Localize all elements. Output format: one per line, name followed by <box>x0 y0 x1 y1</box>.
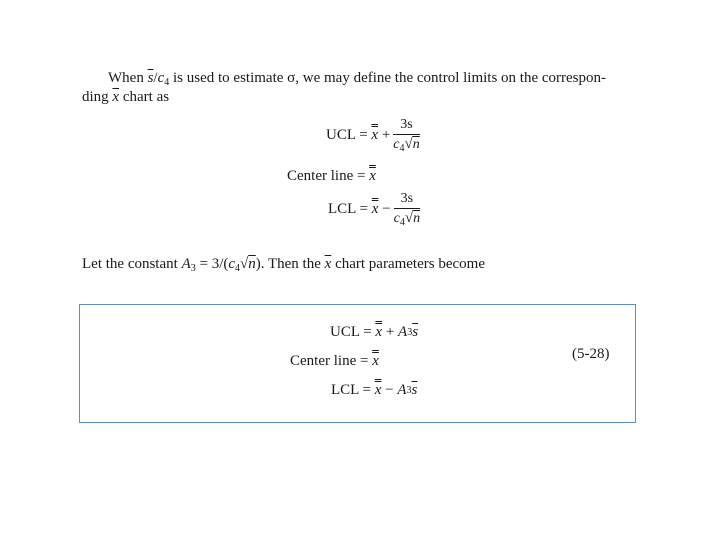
center-line-label: Center line = <box>287 168 366 184</box>
denominator: $c_4√n$ <box>393 136 420 154</box>
s-bar-symbol: $\overline{s}$ <box>411 382 418 398</box>
intro-text: is used to estimate σ, we may define the control limits on the correspon- <box>173 70 606 86</box>
fraction <box>394 191 420 228</box>
text: chart parameters become <box>335 256 485 272</box>
text: ). Then the <box>255 256 321 272</box>
plus-sign: + <box>381 127 391 143</box>
s-bar-symbol: $\overline{s}$ <box>147 70 154 86</box>
c-symbol: c <box>157 70 165 86</box>
x-double-bar: x <box>371 127 379 143</box>
A-subscript: 3 <box>407 327 413 338</box>
intro-text: ding <box>82 89 109 105</box>
denominator: $c_4√n$ <box>393 210 421 228</box>
sqrt-symbol: √ <box>240 256 249 272</box>
lcl-label: LCL = <box>331 382 371 398</box>
n-symbol: n <box>248 256 256 272</box>
c-subscript: 4 <box>164 77 170 88</box>
x-double-bar: x <box>375 324 383 340</box>
boxed-center-line-equation <box>290 353 379 370</box>
x-bar-symbol: $\overline{x}$ <box>112 89 120 105</box>
intro-line-1: When $\overline{s}/c_4$ is used to estimate σ, we may define the control limits on the correspon- <box>108 70 606 88</box>
ucl-label: UCL = <box>326 127 368 143</box>
x-double-bar: x <box>371 201 379 217</box>
A-symbol: A <box>397 382 407 398</box>
x-bar-symbol: $\overline{x}$ <box>324 256 332 272</box>
A-subscript: 3 <box>406 385 412 396</box>
equals-text: = 3/( <box>199 256 229 272</box>
s-bar-symbol: $\overline{s}$ <box>412 324 419 340</box>
c-subscript: 4 <box>235 263 241 274</box>
intro-text: chart as <box>122 89 170 105</box>
plus-sign: + <box>385 324 395 340</box>
intro-line-2 <box>82 89 169 106</box>
ucl-equation <box>326 117 420 154</box>
fraction <box>393 117 419 154</box>
lcl-equation <box>328 191 420 228</box>
A-symbol: A <box>181 256 191 272</box>
equation-number <box>572 346 610 363</box>
x-double-bar: x <box>374 382 382 398</box>
A-subscript: 3 <box>190 263 196 274</box>
A-symbol: A <box>398 324 408 340</box>
numerator: 3s <box>400 191 414 206</box>
constant-definition-line <box>82 256 485 274</box>
boxed-ucl-equation <box>330 324 418 341</box>
center-line-label: Center line = <box>290 353 369 369</box>
text: Let the constant <box>82 256 178 272</box>
numerator: 3s <box>400 117 413 132</box>
minus-sign: − <box>382 201 391 217</box>
x-double-bar: x <box>372 353 379 369</box>
minus-sign: − <box>385 382 394 398</box>
intro-text: When <box>108 70 144 86</box>
lcl-label: LCL = <box>328 201 368 217</box>
c-symbol: c <box>228 256 236 272</box>
center-line-equation <box>287 168 376 185</box>
ucl-label: UCL = <box>330 324 372 340</box>
boxed-lcl-equation <box>331 382 417 399</box>
x-double-bar: x <box>369 168 376 184</box>
equation-number-label: (5-28) <box>572 346 610 362</box>
